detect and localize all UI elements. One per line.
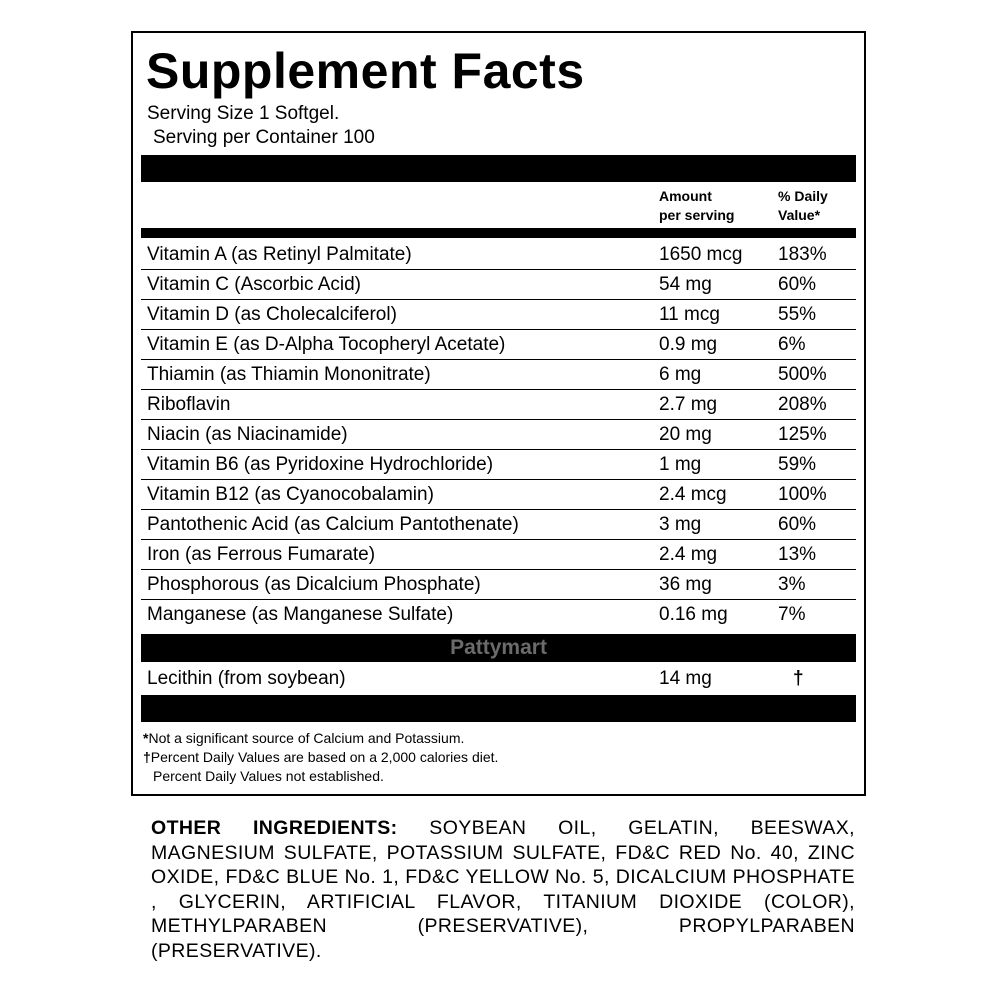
amount-header-line2: per serving xyxy=(659,207,735,223)
nutrient-amount: 14 mg xyxy=(659,668,712,689)
nutrient-name: Iron (as Ferrous Fumarate) xyxy=(147,544,376,565)
thick-divider-bottom xyxy=(141,695,856,722)
nutrient-dv: 55% xyxy=(778,304,817,325)
nutrient-amount: 0.9 mg xyxy=(659,334,718,355)
serving-size: Serving Size 1 Softgel. xyxy=(147,103,340,124)
footnote-1 xyxy=(143,729,464,748)
table-row xyxy=(141,420,856,450)
nutrient-dv: † xyxy=(793,668,804,689)
nutrient-name: Vitamin A (as Retinyl Palmitate) xyxy=(147,244,412,265)
supplement-facts-panel xyxy=(131,31,866,796)
nutrient-dv: 3% xyxy=(778,574,806,595)
nutrient-name: Lecithin (from soybean) xyxy=(147,668,346,689)
nutrient-amount: 11 mcg xyxy=(659,304,720,325)
amount-header-line1: Amount xyxy=(659,188,712,204)
dagger-symbol: † xyxy=(143,749,151,765)
footnote-3: Percent Daily Values not established. xyxy=(153,768,384,784)
nutrient-name: Niacin (as Niacinamide) xyxy=(147,424,348,445)
nutrient-dv: 183% xyxy=(778,244,827,265)
other-ingredients-text: SOYBEAN OIL, GELATIN, BEESWAX, MAGNESIUM SULFATE, POTASSIUM SULFATE, FD&C RED No. 40, ZINC OXIDE, FD&C BLUE No. 1, FD&C YELLOW No. 5, DICALCIUM PHOSPHATE , GLYCERIN, ARTIFICIAL FLAVOR, TITANIUM DIOXIDE (COLOR), METHYLPARABEN (PRESERVATIVE), PROPYLPARABEN (PRESERVATIVE). xyxy=(151,817,855,962)
panel-title: Supplement Facts xyxy=(146,43,585,99)
nutrient-dv: 6% xyxy=(778,334,806,355)
dv-header-line1: % Daily xyxy=(778,188,828,204)
nutrient-name: Phosphorous (as Dicalcium Phosphate) xyxy=(147,574,481,595)
nutrient-name: Vitamin C (Ascorbic Acid) xyxy=(147,274,361,295)
lecithin-row xyxy=(141,664,856,695)
dv-header-line2: Value* xyxy=(778,207,821,223)
table-row xyxy=(141,600,856,630)
nutrient-dv: 60% xyxy=(778,274,817,295)
table-row xyxy=(141,450,856,480)
nutrient-name: Vitamin B6 (as Pyridoxine Hydrochloride) xyxy=(147,454,494,475)
nutrient-amount: 1650 mcg xyxy=(659,244,743,265)
asterisk-symbol: * xyxy=(143,730,149,746)
nutrient-dv: 60% xyxy=(778,514,817,535)
medium-divider xyxy=(141,228,856,238)
footnote-1-text: Not a significant source of Calcium and Potassium. xyxy=(148,730,465,746)
nutrient-name: Vitamin B12 (as Cyanocobalamin) xyxy=(147,484,434,505)
nutrient-amount: 6 mg xyxy=(659,364,702,385)
nutrient-name: Manganese (as Manganese Sulfate) xyxy=(147,604,454,625)
nutrient-name: Thiamin (as Thiamin Mononitrate) xyxy=(147,364,431,385)
nutrient-dv: 59% xyxy=(778,454,817,475)
table-row xyxy=(141,540,856,570)
nutrient-dv: 13% xyxy=(778,544,817,565)
nutrient-amount: 0.16 mg xyxy=(659,604,728,625)
nutrient-amount: 2.4 mg xyxy=(659,544,718,565)
table-row xyxy=(141,330,856,360)
daily-value-header xyxy=(778,187,828,225)
watermark-bar xyxy=(141,634,856,662)
watermark: Pattymart xyxy=(450,636,547,659)
nutrient-dv: 125% xyxy=(778,424,827,445)
nutrient-amount: 2.4 mcg xyxy=(659,484,727,505)
nutrient-amount: 1 mg xyxy=(659,454,702,475)
table-row xyxy=(141,270,856,300)
table-row xyxy=(141,480,856,510)
nutrient-dv: 500% xyxy=(778,364,827,385)
other-ingredients-label: OTHER INGREDIENTS: xyxy=(151,817,398,839)
nutrient-dv: 100% xyxy=(778,484,827,505)
nutrient-name: Pantothenic Acid (as Calcium Pantothenate) xyxy=(147,514,519,535)
nutrient-name: Vitamin E (as D-Alpha Tocopheryl Acetate) xyxy=(147,334,506,355)
nutrient-amount: 36 mg xyxy=(659,574,712,595)
nutrient-name: Riboflavin xyxy=(147,394,231,415)
table-row xyxy=(141,300,856,330)
nutrient-dv: 208% xyxy=(778,394,827,415)
footnote-2 xyxy=(143,748,498,767)
table-row xyxy=(141,240,856,270)
nutrient-dv: 7% xyxy=(778,604,806,625)
table-row xyxy=(141,390,856,420)
table-row xyxy=(141,510,856,540)
table-row xyxy=(141,570,856,600)
footnote-2-text: Percent Daily Values are based on a 2,000 calories diet. xyxy=(150,749,499,765)
nutrient-amount: 2.7 mg xyxy=(659,394,718,415)
nutrient-name: Vitamin D (as Cholecalciferol) xyxy=(147,304,397,325)
table-row xyxy=(141,360,856,390)
amount-header xyxy=(659,187,734,225)
other-ingredients xyxy=(151,816,855,963)
servings-per-container: Serving per Container 100 xyxy=(153,127,375,148)
nutrient-amount: 54 mg xyxy=(659,274,712,295)
nutrient-amount: 20 mg xyxy=(659,424,712,445)
thick-divider-top xyxy=(141,155,856,182)
nutrient-amount: 3 mg xyxy=(659,514,702,535)
